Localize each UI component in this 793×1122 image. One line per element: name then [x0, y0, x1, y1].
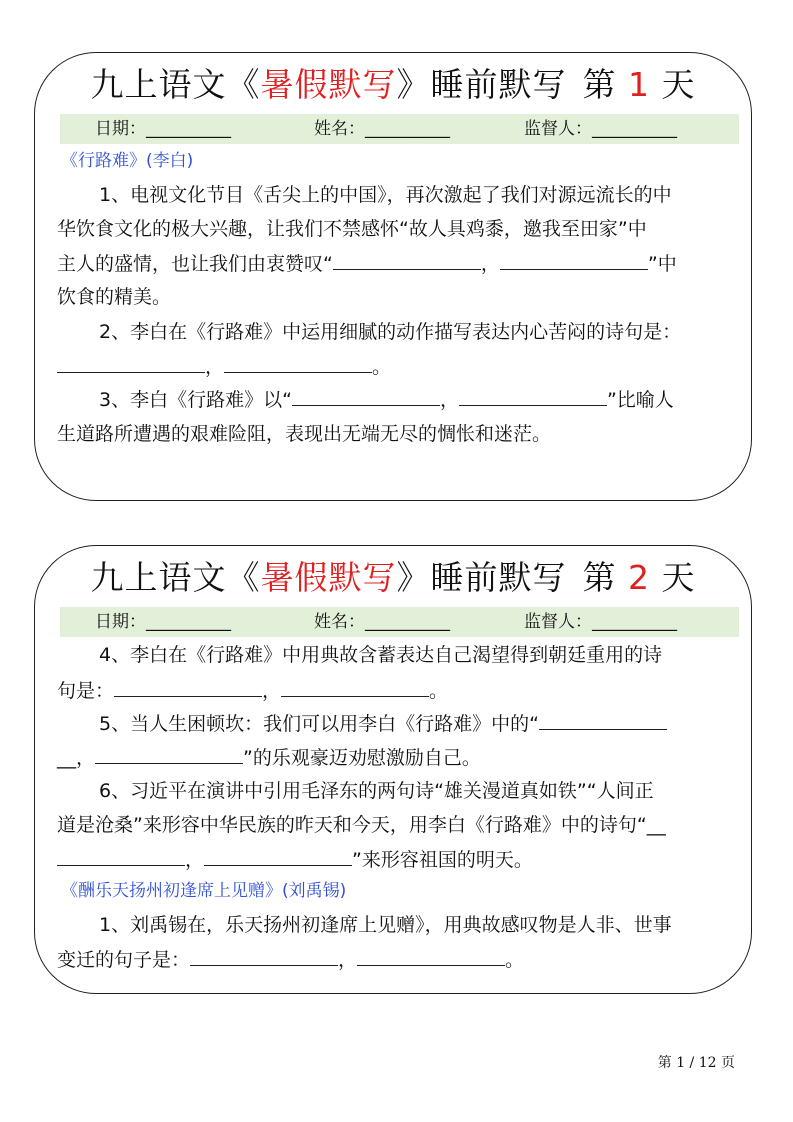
title-suffix: 》睡前默写	[396, 558, 567, 597]
question-text: 3、李白《行路难》以“ ， ”比喻人	[99, 383, 674, 416]
question-text: ， 。	[57, 350, 391, 383]
title-suffix: 》睡前默写	[396, 65, 567, 104]
question-text: 生道路所遭遇的艰难险阻，表现出无端无尽的惆怅和迷茫。	[57, 423, 552, 445]
day-label-post: 天	[661, 558, 696, 597]
worksheet-card-day-1	[34, 52, 752, 501]
answer-blank[interactable]	[57, 350, 205, 373]
question-text: 句是： ， 。	[57, 674, 448, 707]
answer-blank[interactable]	[95, 741, 243, 764]
card-title	[35, 556, 751, 600]
day-label-pre: 第	[582, 558, 617, 597]
question-text: 2、李白在《行路难》中运用细腻的动作描写表达内心苦闷的诗句是：	[99, 321, 682, 343]
question-text: 华饮食文化的极大兴趣，让我们不禁感怀“故人具鸡黍，邀我至田家”中	[57, 218, 647, 240]
question-text: 6、习近平在演讲中引用毛泽东的两句诗“雄关漫道真如铁”“人间正	[99, 780, 654, 802]
info-bar	[60, 114, 739, 144]
answer-blank[interactable]	[357, 943, 505, 966]
day-number: 2	[628, 558, 650, 597]
question-text: __， ”的乐观豪迈劝慰激励自己。	[57, 741, 481, 774]
info-bar	[60, 607, 739, 637]
worksheet-card-day-2	[34, 545, 752, 994]
answer-blank[interactable]	[57, 843, 185, 866]
answer-blank[interactable]	[224, 350, 372, 373]
day-label-pre: 第	[582, 65, 617, 104]
question-text: 饮食的精美。	[57, 286, 172, 308]
question-text: 5、当人生困顿坎：我们可以用李白《行路难》中的“	[99, 707, 667, 740]
question-text: 道是沧桑”来形容中华民族的昨天和今天，用李白《行路难》中的诗句“__	[57, 814, 666, 836]
poem-title: 《行路难》(李白)	[61, 151, 194, 171]
date-field: 日期：__________	[95, 119, 231, 139]
day-label-post: 天	[661, 65, 696, 104]
answer-blank[interactable]	[204, 843, 352, 866]
poem-title: 《酬乐天扬州初逢席上见赠》(刘禹锡)	[61, 881, 347, 901]
title-highlight: 暑假默写	[260, 65, 397, 104]
answer-blank[interactable]	[459, 383, 607, 406]
question-text: 1、电视文化节目《舌尖上的中国》，再次激起了我们对源远流长的中	[99, 184, 672, 206]
answer-blank[interactable]	[333, 247, 481, 270]
question-text: ， ”来形容祖国的明天。	[57, 843, 533, 876]
answer-blank[interactable]	[500, 247, 648, 270]
supervisor-field: 监督人：__________	[524, 612, 677, 632]
name-field: 姓名：__________	[314, 119, 450, 139]
title-prefix: 九上语文《	[90, 558, 261, 597]
answer-blank[interactable]	[190, 943, 338, 966]
title-highlight: 暑假默写	[260, 558, 397, 597]
question-text: 1、刘禹锡在，乐天扬州初逢席上见赠》，用典故感叹物是人非、世事	[99, 914, 672, 936]
title-prefix: 九上语文《	[90, 65, 261, 104]
card-title	[35, 63, 751, 107]
supervisor-field: 监督人：__________	[524, 119, 677, 139]
question-text: 4、李白在《行路难》中用典故含蓄表达自己渴望得到朝廷重用的诗	[99, 644, 663, 666]
day-number: 1	[628, 65, 650, 104]
answer-blank[interactable]	[292, 383, 440, 406]
page-number: 第 1 / 12 页	[657, 1055, 735, 1071]
date-field: 日期：__________	[95, 612, 231, 632]
question-text: 主人的盛情，也让我们由衷赞叹“ ， ”中	[57, 247, 677, 280]
name-field: 姓名：__________	[314, 612, 450, 632]
answer-blank[interactable]	[114, 674, 262, 697]
answer-blank[interactable]	[281, 674, 429, 697]
answer-blank[interactable]	[539, 707, 667, 730]
question-text: 变迁的句子是： ， 。	[57, 943, 524, 976]
